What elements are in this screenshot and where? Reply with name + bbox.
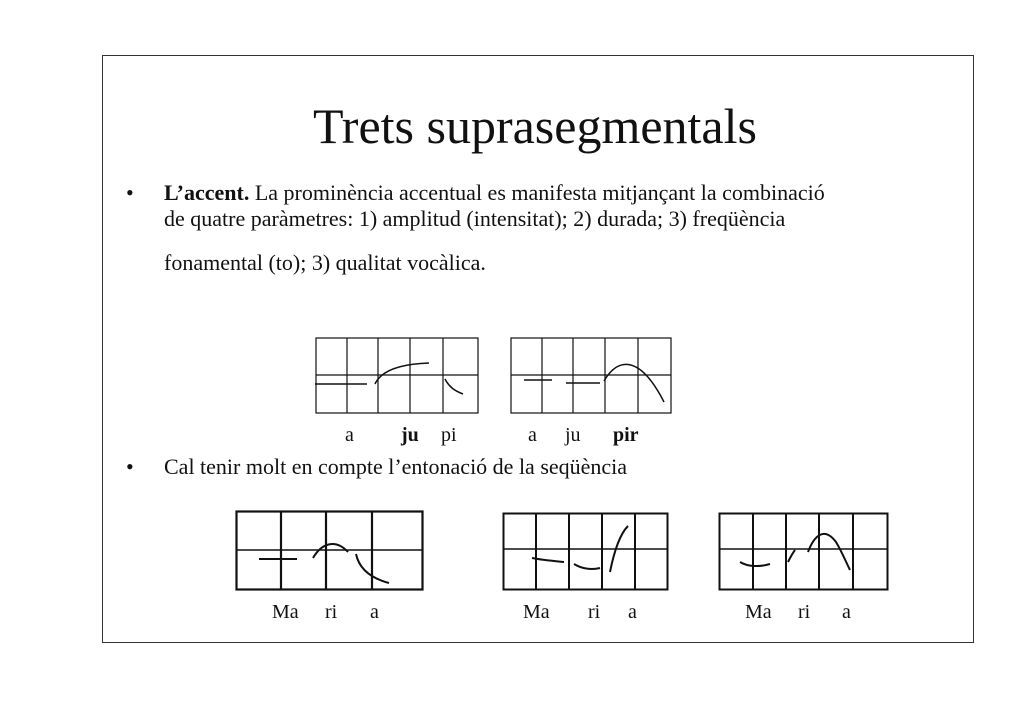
pitch-diagram-ajupir — [510, 337, 673, 415]
syllable-ma: Ma — [523, 601, 550, 623]
bullet-accent-line2: de quatre paràmetres: 1) amplitud (intensitat); 2) durada; 3) freqüència — [164, 206, 786, 231]
syllable-a: a — [842, 601, 851, 623]
syllable-a: a — [370, 601, 379, 623]
syllable-ju-stressed: ju — [401, 424, 419, 446]
syllable-pi: pi — [441, 424, 457, 446]
bullet-intonation: Cal tenir molt en compte l’entonació de la seqüència — [164, 454, 628, 479]
bullet-marker: • — [126, 454, 134, 479]
accent-line1-rest: La prominència accentual es manifesta mitjançant la combinació — [249, 180, 825, 205]
bullet-accent — [164, 180, 964, 276]
intonation-diagram-maria-1 — [235, 510, 425, 592]
bullet-marker: • — [126, 180, 134, 205]
syllable-ri: ri — [798, 601, 811, 623]
syllable-a: a — [345, 424, 354, 446]
syllable-ri: ri — [588, 601, 601, 623]
syllable-ri: ri — [325, 601, 338, 623]
syllable-pir-stressed: pir — [613, 424, 639, 446]
pitch-diagram-ajupi — [315, 337, 480, 415]
syllable-ma: Ma — [272, 601, 299, 623]
slide-title: Trets suprasegmentals — [313, 98, 757, 154]
accent-term: L’accent. — [164, 180, 250, 205]
intonation-diagram-maria-2 — [502, 512, 670, 592]
syllable-a: a — [628, 601, 637, 623]
intonation-diagram-maria-3 — [718, 512, 890, 592]
syllable-a: a — [528, 424, 537, 446]
syllable-ju: ju — [565, 424, 581, 446]
bullet-accent-line3: fonamental (to); 3) qualitat vocàlica. — [164, 250, 486, 275]
syllable-ma: Ma — [745, 601, 772, 623]
bullet-accent-line1 — [164, 180, 964, 206]
